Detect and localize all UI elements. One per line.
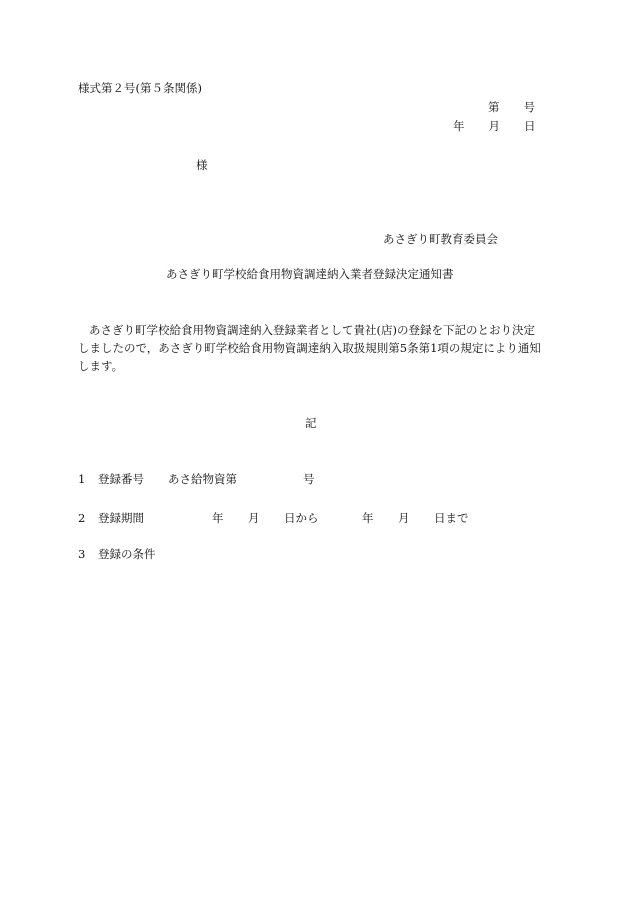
registration-number-suffix: 号 xyxy=(303,472,315,486)
registration-number-prefix: あさ給物資第 xyxy=(168,472,237,486)
item-registration-conditions xyxy=(78,546,156,562)
date-day: 日 xyxy=(524,119,536,133)
end-month: 月 xyxy=(398,511,410,525)
item-number: 2 xyxy=(78,511,86,525)
document-date-line xyxy=(453,118,536,134)
item-registration-period xyxy=(78,510,469,526)
start-year: 年 xyxy=(212,511,224,525)
item-number: 1 xyxy=(78,472,86,486)
ki-heading: 記 xyxy=(305,416,317,430)
item-label: 登録の条件 xyxy=(98,547,156,561)
body-line-3: します。 xyxy=(78,359,124,373)
start-month: 月 xyxy=(248,511,260,525)
number-suffix: 号 xyxy=(523,100,535,114)
issuer-name: あさぎり町教育委員会 xyxy=(383,232,498,246)
item-number: 3 xyxy=(78,547,86,561)
date-month: 月 xyxy=(488,119,500,133)
body-line-1: あさぎり町学校給食用物資調達納入登録業者として貴社(店)の登録を下記のとおり決定 xyxy=(89,323,535,337)
document-title: あさぎり町学校給食用物資調達納入業者登録決定通知書 xyxy=(166,267,454,281)
item-label: 登録番号 xyxy=(98,472,144,486)
item-registration-number xyxy=(78,471,315,487)
document-number-line xyxy=(488,99,535,115)
date-year: 年 xyxy=(453,119,465,133)
end-day: 日まで xyxy=(434,511,469,525)
body-paragraph xyxy=(78,321,553,375)
end-year: 年 xyxy=(362,511,374,525)
body-line-2: しましたので，あさぎり町学校給食用物資調達納入取扱規則第5条第1項の規定により通知 xyxy=(78,341,541,355)
item-label: 登録期間 xyxy=(98,511,144,525)
recipient-line: 様 xyxy=(196,158,208,172)
form-label: 様式第２号(第５条関係) xyxy=(78,81,202,95)
number-prefix: 第 xyxy=(488,100,500,114)
start-day: 日から xyxy=(284,511,319,525)
